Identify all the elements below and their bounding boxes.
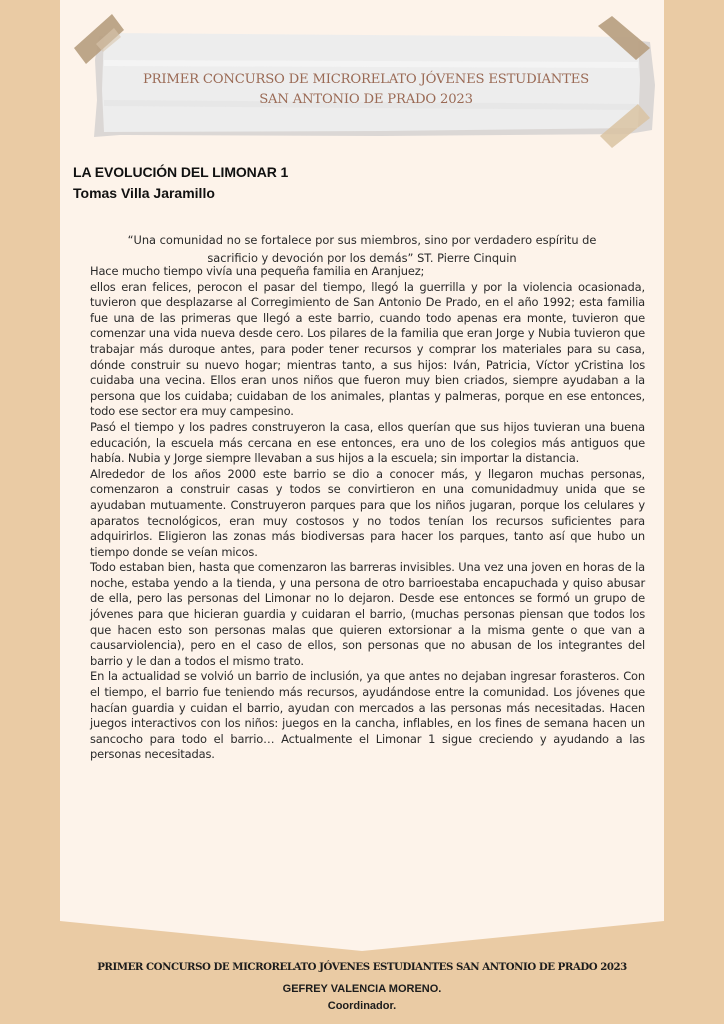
banner-title-line2: SAN ANTONIO DE PRADO 2023 — [259, 92, 473, 107]
story-paragraph: Hace mucho tiempo vivía una pequeña familia en Aranjuez; — [90, 264, 425, 278]
story-paragraph: En la actualidad se volvió un barrio de inclusión, ya que antes no dejaban ingresar forasteros. Con el tiempo, el barrio fue teniendo más recursos, ayudándose entre la comunidad. Los jóvenes que hacían guardia y cuidan el barrio, ayudan con mercados a las personas más necesitadas. Hacen juegos interactivos con los niños: juegos en la cancha, inflables, en los fines de semana hacen un sancocho para todo el barrio… Actualmente el Limonar 1 sigue creciendo y ayudando a las personas necesitadas. — [90, 669, 645, 762]
story-paragraph: Pasó el tiempo y los padres construyeron la casa, ellos querían que sus hijos tuvieran una buena educación, la escuela más cercana en ese entonces, era uno de los colegios más antiguos que había. Nubia y Jorge siempre llevaban a sus hijos a la escuela; sin importar la distancia. — [90, 419, 645, 466]
story-paragraph: Todo estaban bien, hasta que comenzaron las barreras invisibles. Una vez una joven en horas de la noche, estaba yendo a la tienda, y una persona de otro barrioestaba encapuchada y quiso abusar de ella, pero las personas del Limonar no lo dejaron. Desde ese entonces se formó un grupo de jóvenes para que hicieran guardia y cuidaran el barrio, (muchas personas piensan que todos los que hacen esto son personas malas que quieren extorsionar a la misma gente o que van a causarviolencia), pero en el caso de ellos, son personas que no abusan de los integrantes del barrio y le dan a todos el mismo trato. — [90, 560, 645, 668]
document-author: Tomas Villa Jaramillo — [73, 185, 215, 201]
story-paragraph: Alrededor de los años 2000 este barrio se dio a conocer más, y llegaron muchas personas, comenzaron a construir casas y todos se convirtieron en una comunidadmuy unida que se ayudaban mutuamente. Construyeron parques para que los niños jugaran, porque los celulares y aparatos tecnológicos, eran muy costosos y no todos tenían los recursos suficientes para adquirirlos. Eligieron las zonas más biodiversas para hacer los parques, tanto así que hubo un tiempo donde se veían micos. — [90, 466, 645, 559]
footer-coordinator-role: Coordinador. — [327, 1000, 397, 1012]
footer-contest-title: PRIMER CONCURSO DE MICRORELATO JÓVENES ESTUDIANTES SAN ANTONIO DE PRADO 2023 — [97, 961, 627, 973]
document-title: LA EVOLUCIÓN DEL LIMONAR 1 — [73, 164, 289, 180]
story-body — [90, 264, 645, 763]
epigraph-line2: sacrificio y devoción por los demás” ST. Pierre Cinquin — [207, 250, 517, 265]
epigraph-quote — [92, 232, 632, 267]
epigraph-line1: “Una comunidad no se fortalece por sus miembros, sino por verdadero espíritu de — [127, 233, 597, 247]
story-paragraph: ellos eran felices, perocon el pasar del tiempo, llegó la guerrilla y por la violencia ocasionada, tuvieron que desplazarse al Corregimiento de San Antonio De Prado, en el año 1992; esta familia fue una de las primeras que llegó a este barrio, cuando todo apenas era monte, tuvieron que comenzar una vida nueva desde cero. Los pilares de la familia que eran Jorge y Nubia tuvieron que trabajar más duroque antes, para poder tener recursos y comprar los materiales para su casa, dónde construir su nuevo hogar; mientras tanto, a sus hijos: Iván, Patricia, Víctor yCristina los cuidaba una vecina. Ellos eran unos niños que fueron muy bien criados, siempre ayudaban a la persona que los cuidaba; cuidaban de los animales, plantas y palmeras, porque en ese entonces, todo ese sector era muy campesino. — [90, 279, 645, 419]
banner-title — [92, 70, 640, 110]
banner-title-line1: PRIMER CONCURSO DE MICRORELATO JÓVENES ESTUDIANTES — [142, 72, 589, 87]
footer-coordinator-name: GEFREY VALENCIA MORENO. — [282, 983, 442, 995]
